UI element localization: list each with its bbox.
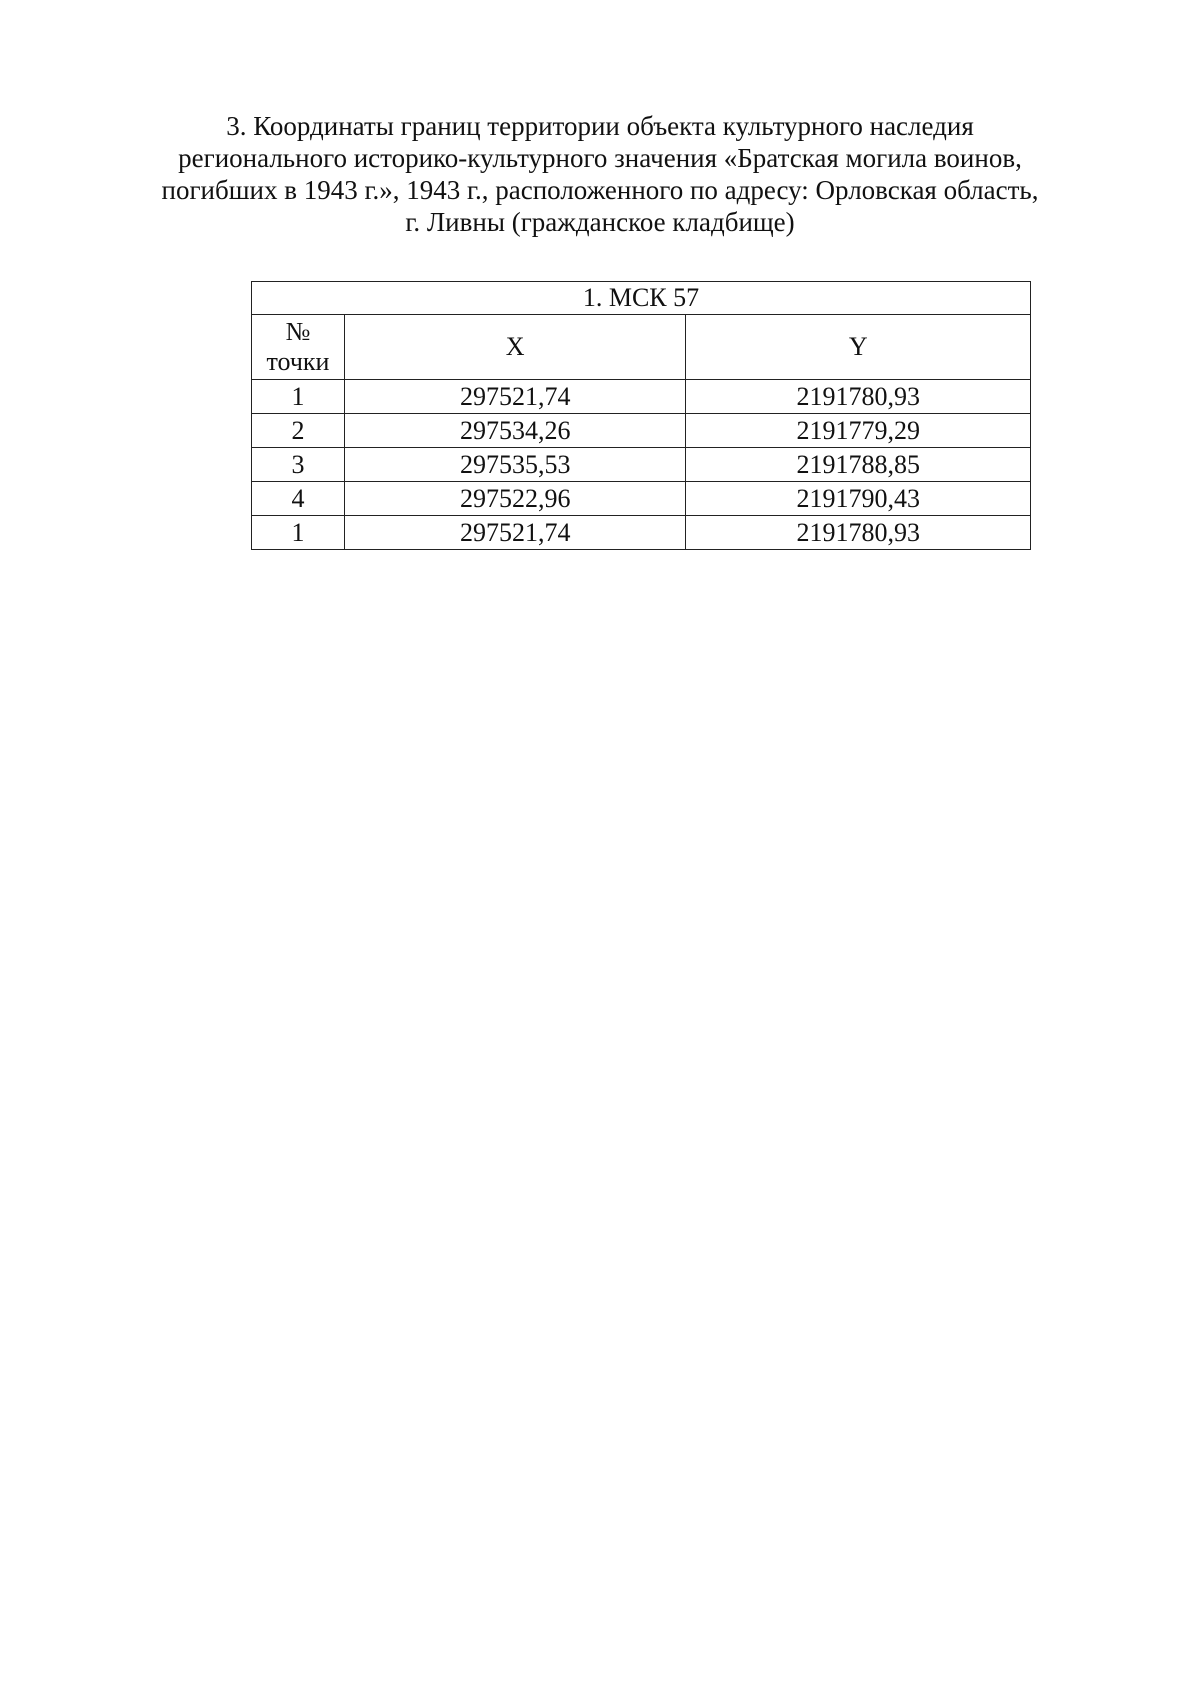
table-row: [252, 414, 1031, 448]
x-cell: 297521,74: [344, 380, 686, 414]
heading-line: погибших в 1943 г.», 1943 г., расположенного по адресу: Орловская область,: [161, 175, 1039, 205]
x-cell: 297534,26: [344, 414, 686, 448]
x-cell: 297521,74: [344, 516, 686, 550]
x-cell: 297522,96: [344, 482, 686, 516]
table-header-row: [252, 315, 1031, 380]
point-number-header-line1: №: [285, 317, 311, 346]
heading-line: 3. Координаты границ территории объекта культурного наследия: [226, 111, 974, 141]
point-number-cell: 4: [252, 482, 345, 516]
y-cell: 2191780,93: [686, 380, 1031, 414]
coordinates-table: [251, 281, 1031, 550]
point-number-cell: 2: [252, 414, 345, 448]
x-header: X: [344, 315, 686, 380]
y-cell: 2191790,43: [686, 482, 1031, 516]
y-cell: 2191780,93: [686, 516, 1031, 550]
point-number-header: [252, 315, 345, 380]
document-heading: [120, 110, 1080, 238]
point-number-cell: 1: [252, 380, 345, 414]
x-cell: 297535,53: [344, 448, 686, 482]
coordinate-system-row: [252, 282, 1031, 315]
coordinate-system-title: 1. МСК 57: [252, 282, 1031, 315]
table-row: [252, 380, 1031, 414]
y-cell: 2191788,85: [686, 448, 1031, 482]
point-number-header-line2: точки: [266, 347, 330, 376]
table-row: [252, 516, 1031, 550]
table-row: [252, 448, 1031, 482]
heading-line: регионального историко-культурного значения «Братская могила воинов,: [178, 143, 1022, 173]
point-number-cell: 1: [252, 516, 345, 550]
y-header: Y: [686, 315, 1031, 380]
heading-line: г. Ливны (гражданское кладбище): [405, 207, 795, 237]
point-number-cell: 3: [252, 448, 345, 482]
table-row: [252, 482, 1031, 516]
y-cell: 2191779,29: [686, 414, 1031, 448]
